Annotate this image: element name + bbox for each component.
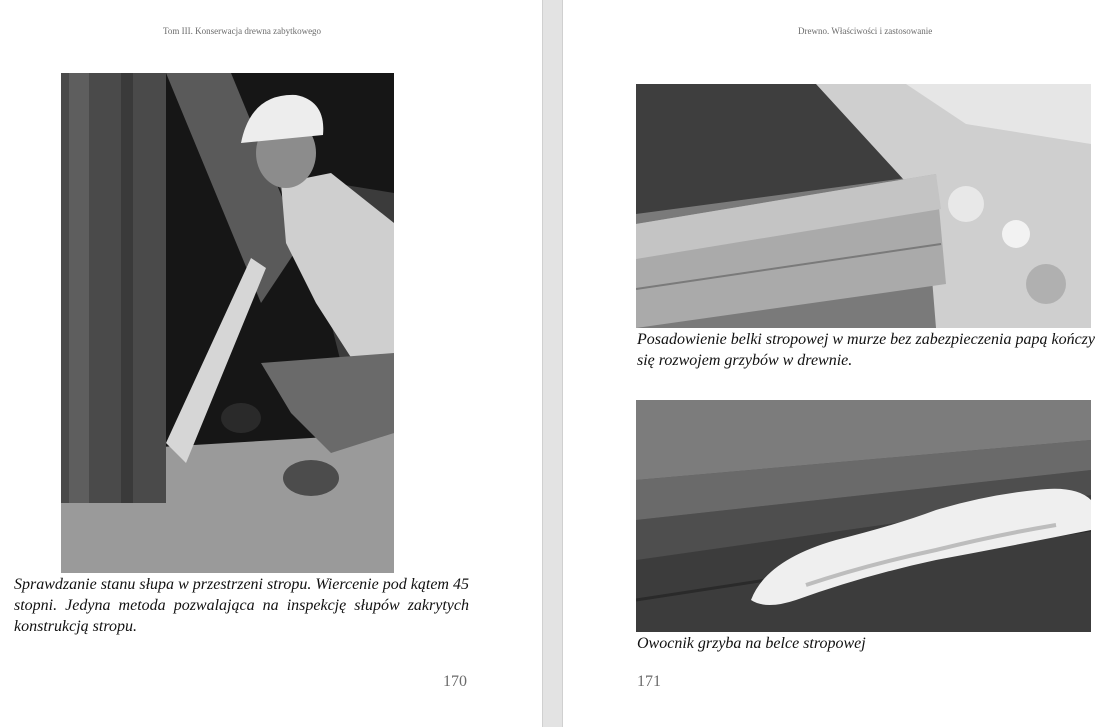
page-number-left: 170 (443, 673, 467, 690)
right-page (563, 0, 1109, 727)
caption-left: Sprawdzanie stanu słupa w przestrzeni stropu. Wiercenie pod kątem 45 stopni. Jedyna metoda pozwalająca na inspekcję słupów zakrytych konstrukcją stropu. (14, 576, 469, 635)
photo-worker-drilling-post (61, 73, 394, 573)
running-head-right: Drewno. Właściwości i zastosowanie (798, 26, 933, 36)
page-number-right: 171 (637, 673, 661, 690)
left-page (0, 0, 542, 727)
running-head-left: Tom III. Konserwacja drewna zabytkowego (163, 26, 322, 36)
page-gutter (542, 0, 563, 727)
photo-beam-in-wall (636, 84, 1091, 328)
caption-right-bottom: Owocnik grzyba na belce stropowej (637, 635, 866, 652)
caption-right-top: Posadowienie belki stropowej w murze bez zabezpieczenia papą kończy się rozwojem grzybów w drewnie. (637, 331, 1095, 369)
photo-fungus-on-beam (636, 400, 1091, 632)
